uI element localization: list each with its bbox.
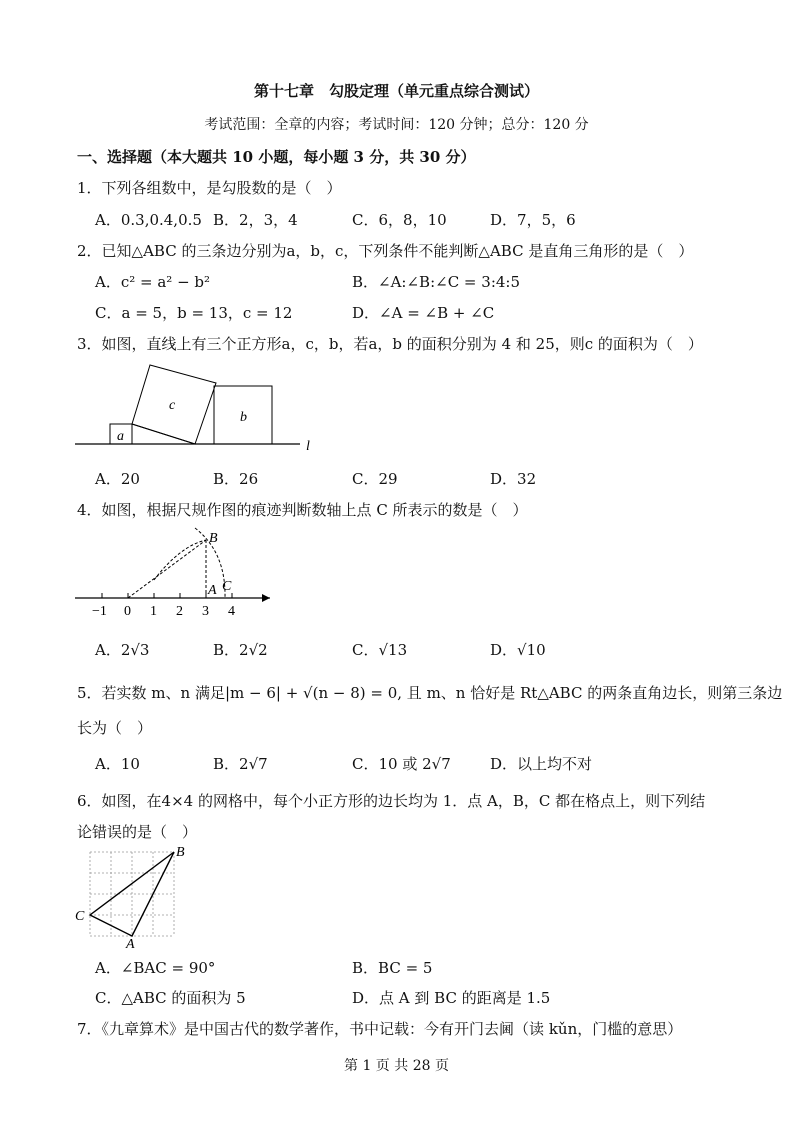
- tick-label-3: 3: [202, 604, 209, 619]
- q4-option-d: D．√10: [490, 641, 546, 659]
- label-l: l: [306, 439, 310, 454]
- question-4-stem: 4．如图，根据尺规作图的痕迹判断数轴上点 C 所表示的数是（ ）: [77, 501, 528, 519]
- q3-option-d: D．32: [490, 470, 537, 488]
- point-B-label: B: [176, 845, 185, 860]
- axis-arrow: [262, 594, 270, 602]
- q4-option-b: B．2√2: [213, 641, 268, 659]
- question-2-stem: 2．已知△ABC 的三条边分别为a，b，c，下列条件不能判断△ABC 是直角三角形的是（ ）: [77, 242, 694, 260]
- q6-option-a: A．∠BAC = 90°: [95, 959, 216, 977]
- q6-option-d: D．点 A 到 BC 的距离是 1.5: [352, 989, 551, 1007]
- q1-option-c: C．6，8，10: [352, 211, 447, 229]
- point-A-label: A: [208, 583, 217, 598]
- q1-option-d: D．7，5，6: [490, 211, 576, 229]
- tick-label-0: 0: [124, 604, 131, 619]
- tick-label-neg1: −1: [92, 604, 107, 619]
- q4-option-a: A．2√3: [95, 641, 150, 659]
- q2-option-a: A．c² = a² − b²: [95, 273, 211, 291]
- q2-option-d: D．∠A = ∠B + ∠C: [352, 304, 495, 322]
- q1-option-b: B．2，3，4: [213, 211, 298, 229]
- q2-option-b: B．∠A:∠B:∠C = 3:4:5: [352, 273, 521, 291]
- q6-option-b: B．BC = 5: [352, 959, 433, 977]
- q3-option-b: B．26: [213, 470, 259, 488]
- question-7-stem: 7．《九章算术》是中国古代的数学著作，书中记载：今有开门去阃（读 kǔn，门槛的意思）: [77, 1020, 683, 1038]
- point-C-label: C: [75, 909, 85, 924]
- point-C-label: C: [222, 579, 232, 594]
- figure-squares-on-line: [70, 358, 330, 458]
- q5-option-a: A．10: [95, 755, 140, 773]
- label-b: b: [240, 410, 247, 425]
- section-heading: 一、选择题（本大题共 10 小题，每小题 3 分，共 30 分）: [77, 148, 476, 166]
- tick-label-4: 4: [228, 604, 235, 619]
- figure-grid-triangle: [70, 842, 200, 952]
- question-5-stem-line1: 5．若实数 m、n 满足|m − 6| + √(n − 8) = 0, 且 m、n 恰好是 Rt△ABC 的两条直角边长，则第三条边: [77, 684, 783, 702]
- question-5-stem-line2: 长为（ ）: [77, 719, 153, 737]
- q1-option-a: A．0.3,0.4,0.5: [95, 211, 202, 229]
- square-c-diagonal-side: [132, 424, 195, 444]
- q3-option-c: C．29: [352, 470, 398, 488]
- q5-option-c: C．10 或 2√7: [352, 755, 451, 773]
- tick-label-2: 2: [176, 604, 183, 619]
- point-A-label: A: [126, 937, 135, 952]
- segment-0B: [128, 540, 206, 598]
- q5-option-d: D．以上均不对: [490, 755, 593, 773]
- question-6-stem-line1: 6．如图，在4×4 的网格中，每个小正方形的边长均为 1．点 A，B，C 都在格点上，则下列结: [77, 792, 706, 810]
- q6-option-c: C．△ABC 的面积为 5: [95, 989, 246, 1007]
- question-6-stem-line2: 论错误的是（ ）: [77, 823, 198, 841]
- grid-lines: [90, 852, 174, 936]
- q2-option-c: C．a = 5，b = 13，c = 12: [95, 304, 293, 322]
- exam-info: 考试范围：全章的内容；考试时间：120 分钟；总分：120 分: [204, 117, 589, 133]
- question-3-stem: 3．如图，直线上有三个正方形a，c，b，若a，b 的面积分别为 4 和 25，则c 的面积为（ ）: [77, 335, 703, 353]
- question-1-stem: 1．下列各组数中，是勾股数的是（ ）: [77, 179, 342, 197]
- figure-number-line-construction: [70, 524, 280, 620]
- page-title: 第十七章 勾股定理（单元重点综合测试）: [253, 82, 539, 100]
- tick-label-1: 1: [150, 604, 157, 619]
- label-a: a: [117, 429, 124, 444]
- q5-option-b: B．2√7: [213, 755, 268, 773]
- page-footer: 第 1 页 共 28 页: [344, 1058, 449, 1074]
- q4-option-c: C．√13: [352, 641, 408, 659]
- point-B-label: B: [209, 531, 218, 546]
- label-c: c: [169, 398, 176, 413]
- q3-option-a: A．20: [95, 470, 140, 488]
